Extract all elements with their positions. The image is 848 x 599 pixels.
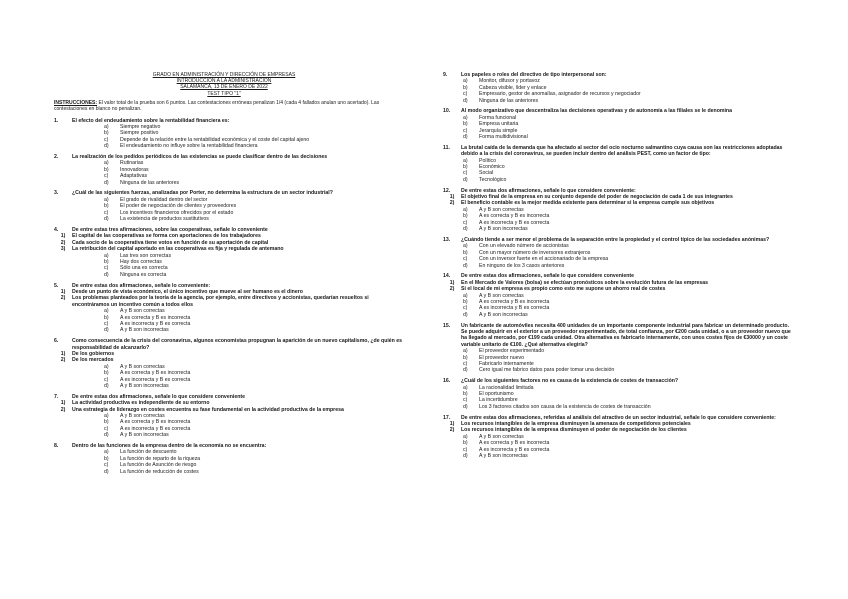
option-text: A y B son incorrectas bbox=[120, 432, 169, 439]
question-number: 2. bbox=[54, 154, 59, 161]
statement-text: Desde un punto de vista económico, el único incentivo que mueve al ser humano es el dinero bbox=[72, 288, 303, 295]
answer-options bbox=[104, 449, 406, 475]
option-text: Empresa unitaria bbox=[479, 121, 519, 128]
question-block bbox=[443, 72, 795, 104]
option-letter: b) bbox=[104, 130, 109, 137]
answer-options bbox=[463, 293, 795, 319]
answer-options bbox=[104, 124, 406, 150]
exam-header bbox=[144, 72, 304, 97]
option-text: Fabricarlo internamente bbox=[479, 361, 534, 367]
option-text: Con un mayor número de inversores extranjeros bbox=[479, 249, 591, 256]
option-letter: c) bbox=[463, 397, 468, 404]
option-text: La incertidumbre bbox=[479, 397, 518, 404]
statement-number: 1) bbox=[60, 400, 66, 407]
statement-number: 1) bbox=[449, 421, 455, 428]
answer-option bbox=[463, 226, 795, 232]
statement-text: De los mercados bbox=[72, 357, 114, 364]
option-letter: c) bbox=[104, 425, 109, 432]
statement-text: En el Mercado de Valores (bolsa) se efectúan pronósticos sobre la evolución futura de las empresas bbox=[461, 279, 709, 286]
option-text: A es incorrecta y B es correcta bbox=[120, 376, 191, 383]
answer-option bbox=[463, 453, 795, 459]
statement-text: La retribución del capital aportado en las cooperativas es fija y regulada de antemano bbox=[72, 246, 284, 253]
option-letter: a) bbox=[104, 196, 109, 203]
left-column bbox=[54, 72, 406, 479]
option-text: El grado de rivalidad dentro del sector bbox=[120, 196, 208, 203]
option-letter: d) bbox=[104, 327, 109, 334]
option-text: A es correcta y B es incorrecta bbox=[479, 213, 550, 220]
option-letter: a) bbox=[463, 78, 468, 85]
option-letter: b) bbox=[104, 314, 109, 321]
statement-number: 2) bbox=[60, 239, 66, 246]
option-text: Social bbox=[479, 170, 494, 177]
instructions-text: El valor total de la prueba son 6 puntos. Las contestaciones erróneas penalizan 1/4 (cada 4 fallados anulan uno acertado). Las contestaciones en blanco no penalizan. bbox=[54, 99, 380, 113]
question-text: Los papeles o roles del directivo de tipo interpersonal son: bbox=[461, 72, 607, 78]
question-text: De entre estas tres afirmaciones, sobre las cooperativas, señale lo conveniente bbox=[72, 226, 268, 233]
option-text: Empresario, gestor de anomalías, asignador de recursos y negociador bbox=[479, 91, 641, 98]
answer-options bbox=[463, 385, 795, 411]
option-text: Forma multidivisional bbox=[479, 134, 528, 141]
question-text: ¿Cuál de las siguientes fuerzas, analizadas por Porter, no determina la estructura de un sector industrial? bbox=[72, 190, 333, 197]
option-text: A es incorrecta y B es correcta bbox=[479, 446, 550, 453]
statement-number: 2) bbox=[449, 427, 455, 434]
answer-option bbox=[104, 383, 406, 389]
question-text: Como consecuencia de la crisis del coronavirus, algunos economistas propugnan la aparición de un nuevo capitalismo, ¿de quién es responsabilidad de alcanzarlo? bbox=[72, 338, 403, 351]
question-block bbox=[443, 145, 795, 183]
option-text: A es incorrecta y B es correcta bbox=[120, 320, 191, 327]
answer-option bbox=[104, 143, 406, 149]
question-number: 10. bbox=[443, 108, 451, 115]
option-letter: a) bbox=[104, 124, 109, 131]
option-text: La función de descuento bbox=[120, 449, 177, 456]
statement-text: Los problemas planteados por la teoría de la agencia, por ejemplo, entre directivos y accionistas, quedarían resueltos si encontráramos un incentivo común a todos ellos bbox=[72, 295, 369, 308]
statement-number: 1) bbox=[60, 288, 66, 295]
option-letter: b) bbox=[463, 440, 468, 447]
option-text: El poder de negociación de clientes y proveedores bbox=[120, 203, 237, 210]
question-block bbox=[443, 273, 795, 318]
question-number: 7. bbox=[54, 393, 59, 400]
option-letter: d) bbox=[463, 403, 468, 410]
header-date: SALAMANCA, 13 DE ENERO DE 2022 bbox=[180, 84, 268, 91]
option-text: Las tres son correctas bbox=[120, 252, 172, 259]
option-letter: b) bbox=[463, 249, 468, 256]
option-text: Sólo una es correcta bbox=[120, 265, 168, 272]
option-letter: c) bbox=[104, 265, 109, 272]
statement-number: 1) bbox=[60, 233, 66, 240]
question-block bbox=[443, 323, 795, 374]
answer-options bbox=[463, 348, 795, 374]
statement-text: Los recursos intangibles de la empresa disminuyen el poder de negociación de los clientes bbox=[461, 427, 687, 434]
answer-options bbox=[104, 160, 406, 186]
option-text: La función de reparto de la riqueza bbox=[120, 455, 201, 462]
option-text: Ninguna de las anteriores bbox=[479, 97, 539, 104]
question-block bbox=[54, 394, 406, 439]
option-letter: c) bbox=[104, 320, 109, 327]
statement-number: 1) bbox=[449, 194, 455, 201]
option-text: Forma funcional bbox=[479, 114, 517, 121]
option-letter: a) bbox=[104, 363, 109, 370]
answer-option bbox=[463, 98, 795, 104]
question-block bbox=[443, 237, 795, 269]
answer-option bbox=[463, 263, 795, 269]
question-block bbox=[443, 415, 795, 460]
question-list-left bbox=[54, 118, 406, 475]
option-letter: d) bbox=[104, 179, 109, 186]
option-letter: c) bbox=[463, 127, 468, 134]
answer-option bbox=[463, 134, 795, 140]
option-text: La existencia de productos sustitutivos bbox=[120, 216, 209, 223]
instructions-label: INSTRUCCIONES: bbox=[54, 99, 98, 106]
option-letter: c) bbox=[104, 173, 109, 180]
question-number: 17. bbox=[443, 414, 451, 421]
header-degree: GRADO EN ADMINISTRACIÓN Y DIRECCIÓN DE EMPRESAS bbox=[152, 72, 296, 78]
option-text: Económico bbox=[479, 164, 505, 171]
option-letter: d) bbox=[463, 134, 468, 141]
option-letter: d) bbox=[104, 432, 109, 439]
option-text: A es correcta y B es incorrecta bbox=[120, 419, 191, 426]
question-number: 16. bbox=[443, 378, 451, 385]
question-block bbox=[443, 378, 795, 410]
statement-text: Una estrategia de liderazgo en costes encuentra su fase fundamental en la actividad productiva de la empresa bbox=[72, 406, 344, 413]
statement-number: 2) bbox=[60, 295, 66, 302]
option-text: A es correcta y B es incorrecta bbox=[120, 370, 191, 377]
option-text: Cero igual me fabrico datos para poder tomar una decisión bbox=[479, 367, 615, 374]
answer-options bbox=[104, 253, 406, 279]
option-letter: c) bbox=[104, 209, 109, 216]
question-text: ¿Cuál de los siguientes factores no es causa de la existencia de costes de transacción? bbox=[461, 378, 679, 385]
answer-options bbox=[463, 158, 795, 184]
statement-text: El beneficio contable es la mejor medida existente para determinar si la empresa cumple sus objetivos bbox=[461, 200, 715, 207]
header-course: INTRODUCCIÓN A LA ADMINISTRACIÓN bbox=[176, 78, 272, 85]
option-text: A y B son incorrectas bbox=[479, 311, 528, 318]
option-text: Depende de la relación entre la rentabilidad económica y el coste del capital ajeno bbox=[120, 136, 310, 143]
option-letter: b) bbox=[463, 121, 468, 128]
question-block bbox=[443, 108, 795, 140]
option-letter: a) bbox=[104, 449, 109, 456]
option-letter: a) bbox=[463, 206, 468, 213]
option-text: Político bbox=[479, 157, 497, 164]
right-column bbox=[443, 72, 795, 464]
answer-option bbox=[104, 432, 406, 438]
answer-options bbox=[463, 243, 795, 269]
option-letter: d) bbox=[463, 97, 468, 104]
question-number: 13. bbox=[443, 236, 451, 243]
option-letter: b) bbox=[104, 166, 109, 173]
option-text: A y B son correctas bbox=[120, 363, 165, 370]
question-text: La realización de los pedidos periódicos de las existencias se puede clasificar dentro de las decisiones bbox=[72, 154, 328, 161]
answer-options bbox=[104, 308, 406, 334]
statement-number: 1) bbox=[449, 279, 455, 286]
option-text: A es incorrecta y B es correcta bbox=[479, 305, 550, 312]
option-text: Ninguna es correcta bbox=[120, 271, 167, 278]
option-letter: b) bbox=[104, 419, 109, 426]
question-block bbox=[54, 338, 406, 389]
statement-text: Si el local de mi empresa es propio como esto me supone un ahorro real de costes bbox=[461, 286, 666, 293]
question-text: De entre estas dos afirmaciones, referidas al análisis del atractivo de un sector industrial, señale lo que considere conveniente: bbox=[461, 414, 776, 421]
option-letter: d) bbox=[463, 453, 468, 460]
option-text: El endeudamiento no influye sobre la rentabilidad financiera bbox=[120, 143, 258, 150]
option-text: A y B son correctas bbox=[479, 292, 524, 299]
question-block bbox=[54, 283, 406, 334]
option-text: Innovadoras bbox=[120, 166, 149, 173]
option-letter: d) bbox=[463, 262, 468, 269]
header-test-type: TEST TIPO "1" bbox=[207, 90, 241, 97]
statement-number: 2) bbox=[60, 357, 66, 364]
option-letter: d) bbox=[104, 143, 109, 150]
option-text: A es correcta y B es incorrecta bbox=[479, 440, 550, 447]
statement-number: 2) bbox=[449, 200, 455, 207]
option-text: Los 3 factores citados son causa de la existencia de costes de transacción bbox=[479, 403, 651, 410]
question-header bbox=[443, 145, 795, 158]
answer-option bbox=[463, 312, 795, 318]
option-letter: b) bbox=[463, 213, 468, 220]
statement-number: 2) bbox=[60, 406, 66, 413]
option-text: La función de Asunción de riesgo bbox=[120, 462, 197, 469]
answer-option bbox=[463, 367, 795, 373]
option-text: Ninguna de las anteriores bbox=[120, 179, 180, 186]
question-number: 12. bbox=[443, 187, 451, 194]
option-letter: d) bbox=[104, 216, 109, 223]
question-text: La brutal caída de la demanda que ha afectado al sector del ocio nocturno salmantino cuya causa son las restricciones adoptadas debido a la crisis del coronavirus, se pueden incluir dentro del análisis PEST, como un factor de tipo: bbox=[461, 144, 783, 158]
question-number: 3. bbox=[54, 190, 59, 197]
question-header bbox=[54, 338, 406, 351]
option-text: A es incorrecta y B es correcta bbox=[479, 219, 550, 226]
option-letter: c) bbox=[463, 256, 468, 263]
option-text: Siempre positivo bbox=[120, 130, 159, 137]
option-letter: d) bbox=[104, 383, 109, 390]
question-text: El efecto del endeudamiento sobre la rentabilidad financiera es: bbox=[72, 117, 230, 124]
option-letter: b) bbox=[463, 164, 468, 171]
question-number: 14. bbox=[443, 273, 451, 280]
question-block bbox=[54, 443, 406, 475]
option-letter: c) bbox=[104, 376, 109, 383]
option-text: La racionalidad limitada bbox=[479, 384, 534, 391]
question-number: 4. bbox=[54, 226, 59, 233]
option-letter: c) bbox=[463, 91, 468, 98]
statement-text: Los recursos intangibles de la empresa disminuyen la amenaza de competidores potenciales bbox=[461, 421, 691, 428]
option-letter: b) bbox=[104, 203, 109, 210]
option-letter: a) bbox=[104, 160, 109, 167]
answer-options bbox=[463, 207, 795, 233]
statement-text: De los gobiernos bbox=[72, 350, 115, 357]
option-letter: d) bbox=[463, 311, 468, 318]
answer-option bbox=[104, 180, 406, 186]
option-letter: a) bbox=[463, 433, 468, 440]
instructions bbox=[54, 100, 406, 113]
option-text: La función de reducción de costes bbox=[120, 468, 199, 475]
option-letter: d) bbox=[104, 468, 109, 475]
option-letter: b) bbox=[104, 370, 109, 377]
option-text: El proveedor nuevo bbox=[479, 354, 524, 361]
question-text: Al modo organizativo que descentraliza las decisiones operativas y de autonomía a las filiales se le denomina bbox=[461, 108, 732, 115]
option-text: Adaptativas bbox=[120, 173, 148, 180]
option-letter: c) bbox=[104, 462, 109, 469]
question-block bbox=[54, 118, 406, 150]
option-text: A y B son incorrectas bbox=[120, 327, 169, 334]
option-text: Rutinarias bbox=[120, 160, 144, 167]
option-text: El oportunismo bbox=[479, 391, 514, 398]
question-number: 5. bbox=[54, 282, 59, 289]
option-letter: c) bbox=[463, 361, 468, 367]
option-letter: a) bbox=[463, 157, 468, 164]
option-letter: a) bbox=[463, 348, 468, 355]
option-letter: c) bbox=[463, 305, 468, 312]
option-text: Los incentivos financieros ofrecidos por el estado bbox=[120, 209, 234, 216]
question-block bbox=[443, 188, 795, 233]
option-letter: b) bbox=[463, 391, 468, 398]
statement-text: El capital de las cooperativas se forma con aportaciones de los trabajadores bbox=[72, 233, 261, 240]
option-text: Tecnológico bbox=[479, 176, 507, 183]
option-text: Jerarquía simple bbox=[479, 127, 518, 134]
question-text: De entre estas dos afirmaciones, señale lo que considere conveniente bbox=[461, 273, 634, 280]
option-text: A y B son incorrectas bbox=[479, 226, 528, 233]
option-letter: c) bbox=[463, 170, 468, 177]
option-letter: a) bbox=[463, 384, 468, 391]
question-block bbox=[54, 227, 406, 278]
answer-option bbox=[104, 216, 406, 222]
question-text: Dentro de las funciones de la empresa dentro de la economía no se encuentra: bbox=[72, 443, 267, 450]
option-letter: d) bbox=[104, 271, 109, 278]
question-text: De entre estas dos afirmaciones, señale lo que considere conveniente bbox=[72, 393, 245, 400]
answer-options bbox=[104, 197, 406, 223]
question-number: 8. bbox=[54, 443, 59, 450]
question-number: 9. bbox=[443, 72, 448, 78]
option-text: A y B son correctas bbox=[479, 433, 524, 440]
question-text: Un fabricante de automóviles necesita 400 unidades de un importante componente industrial para fabricar un determinado producto. Se puede adquirir en el exterior a un proveedor experimentado, de total confianza, por €200 cada unidad, o a un proveedor nuevo que ha llegado al mercado, por €199 cada unidad. Otra alternativa es fabricarlo internamente, con unos costes fijos de €30000 y un coste variable unitario de €100. ¿Qué alternativa elegiría? bbox=[461, 322, 791, 348]
option-text: A es correcta y B es incorrecta bbox=[479, 298, 550, 305]
option-letter: b) bbox=[104, 455, 109, 462]
option-text: A y B son incorrectas bbox=[479, 453, 528, 460]
option-letter: d) bbox=[463, 226, 468, 233]
answer-option bbox=[463, 177, 795, 183]
answer-options bbox=[104, 364, 406, 390]
option-text: Siempre negativo bbox=[120, 124, 161, 131]
option-letter: a) bbox=[104, 252, 109, 259]
option-text: Cabeza visible, líder y enlace bbox=[479, 84, 547, 91]
answer-option bbox=[104, 272, 406, 278]
option-letter: b) bbox=[463, 84, 468, 91]
option-text: El proveedor experimentado bbox=[479, 348, 545, 355]
answer-options bbox=[463, 115, 795, 141]
option-letter: c) bbox=[104, 136, 109, 143]
answer-options bbox=[104, 413, 406, 439]
question-number: 15. bbox=[443, 322, 451, 329]
option-text: Monitor, difusor y portavoz bbox=[479, 78, 540, 85]
option-letter: a) bbox=[463, 114, 468, 121]
question-number: 1. bbox=[54, 117, 59, 124]
option-letter: a) bbox=[104, 413, 109, 420]
question-block bbox=[54, 190, 406, 222]
answer-options bbox=[463, 78, 795, 104]
option-letter: d) bbox=[463, 176, 468, 183]
option-text: En ninguno de los 3 casos anteriores bbox=[479, 262, 565, 269]
answer-option bbox=[463, 404, 795, 410]
question-block bbox=[54, 154, 406, 186]
option-text: A es incorrecta y B es correcta bbox=[120, 425, 191, 432]
question-number: 6. bbox=[54, 338, 59, 345]
option-text: Con un elevado número de accionistas bbox=[479, 243, 569, 250]
question-text: De entre estas dos afirmaciones, señale lo que considere conveniente: bbox=[461, 187, 636, 194]
option-text: Hay dos correctas bbox=[120, 258, 162, 265]
option-letter: a) bbox=[463, 243, 468, 250]
statement-number: 2) bbox=[449, 286, 455, 293]
statement bbox=[54, 295, 406, 308]
statement-text: Cada socio de la cooperativa tiene votos en función de su aportación de capital bbox=[72, 239, 269, 246]
question-number: 11. bbox=[443, 144, 450, 151]
answer-option bbox=[104, 327, 406, 333]
statement-number: 3) bbox=[60, 246, 66, 253]
option-letter: b) bbox=[104, 258, 109, 265]
option-text: A es correcta y B es incorrecta bbox=[120, 314, 191, 321]
question-text: De entre estas dos afirmaciones, señale lo conveniente: bbox=[72, 282, 211, 289]
statement-text: El objetivo final de la empresa en su conjunto depende del poder de negociación de cada 1 de sus integrantes bbox=[461, 194, 733, 201]
option-text: A y B son correctas bbox=[120, 413, 165, 420]
question-text: ¿Cuándo tiende a ser menor el problema de la separación entre la propiedad y el control típico de las sociedades anónimas? bbox=[461, 236, 770, 243]
option-letter: b) bbox=[463, 298, 468, 305]
answer-options bbox=[463, 434, 795, 460]
statement-number: 1) bbox=[60, 350, 66, 357]
option-letter: a) bbox=[463, 292, 468, 299]
option-text: A y B son incorrectas bbox=[120, 383, 169, 390]
answer-option bbox=[104, 469, 406, 475]
question-list-right bbox=[443, 72, 795, 459]
option-letter: b) bbox=[463, 354, 468, 361]
option-text: Con un inversor fuerte en el accionariado de la empresa bbox=[479, 256, 609, 263]
option-letter: c) bbox=[463, 219, 468, 226]
option-letter: c) bbox=[463, 446, 468, 453]
option-text: A y B son correctas bbox=[479, 206, 524, 213]
option-text: A y B son correctas bbox=[120, 308, 165, 315]
question-header bbox=[443, 323, 795, 349]
option-letter: d) bbox=[463, 367, 468, 374]
option-letter: a) bbox=[104, 308, 109, 315]
statement-text: La actividad productiva es independiente de su entorno bbox=[72, 400, 210, 407]
